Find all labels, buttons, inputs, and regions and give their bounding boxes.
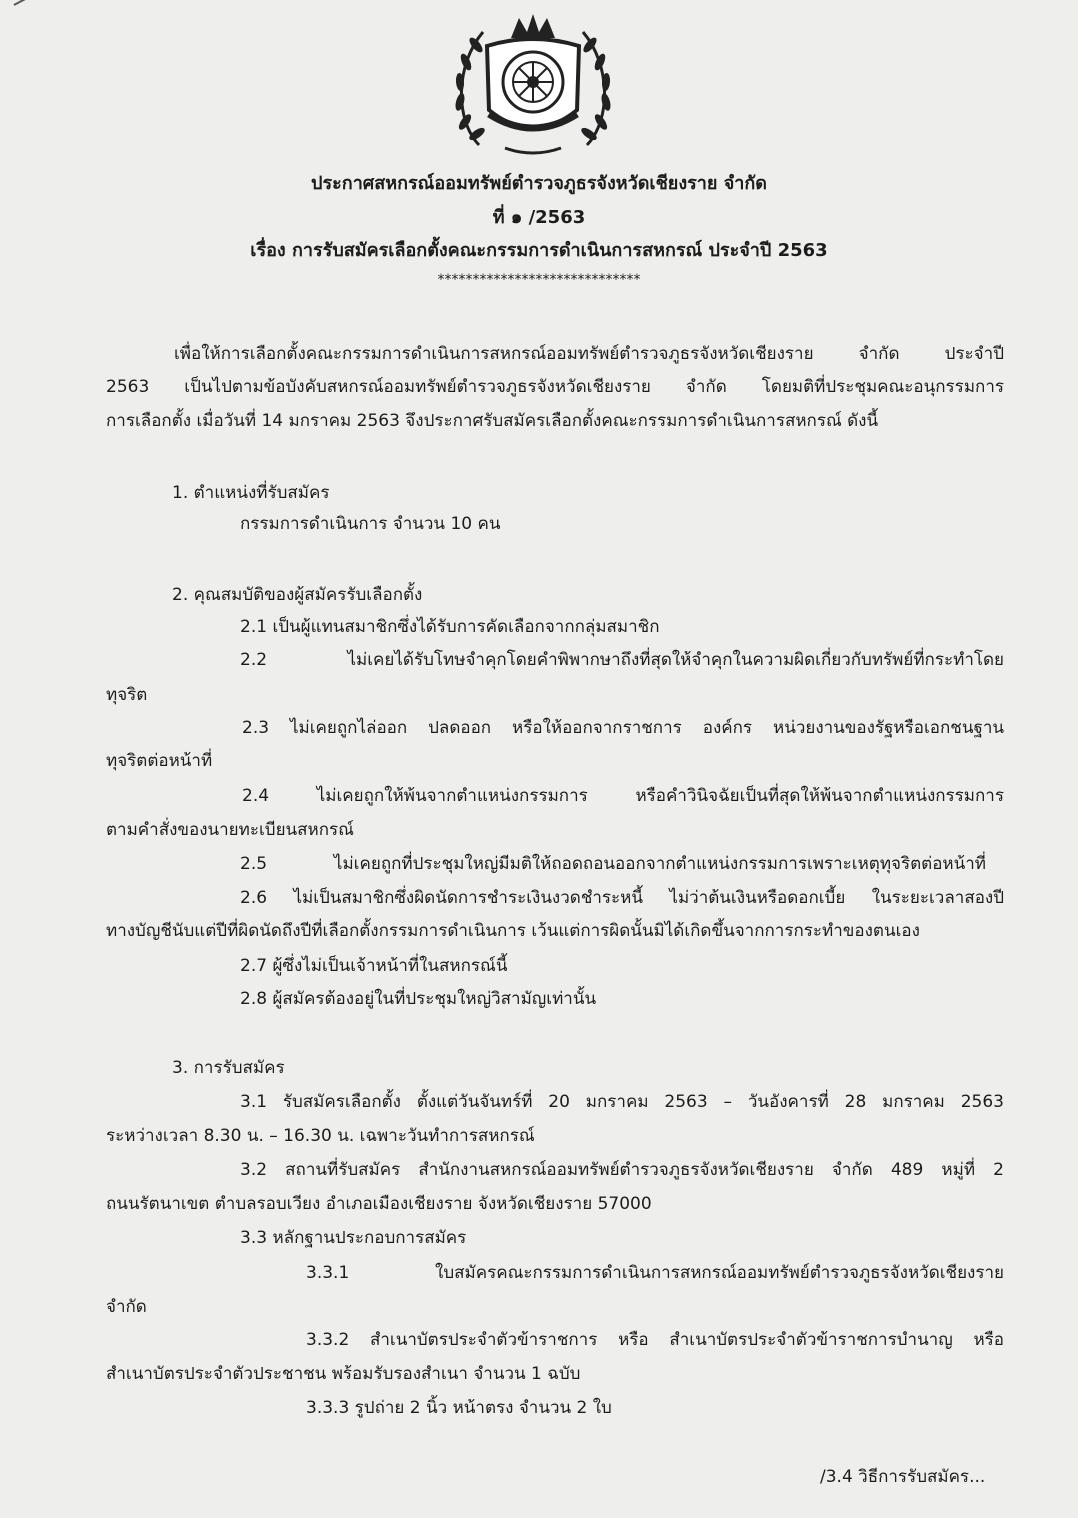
item-2-4-line-2: ตามคำสั่งของนายทะเบียนสหกรณ์ [106,820,354,840]
item-2-6-line-2: ทางบัญชีนับแต่ปีที่ผิดนัดถึงปีที่เลือกตั้งกรรมการดำเนินการ เว้นแต่การผิดนั้นมิได้เกิดขึ้นจากการกระทำของตนเอง [106,921,920,941]
item-2-3-line-1: 2.3 ไม่เคยถูกไล่ออก ปลดออก หรือให้ออกจากราชการ องค์กร หน่วยงานของรัฐหรือเอกชนฐาน [242,718,1004,738]
announcement-title: ประกาศสหกรณ์ออมทรัพย์ตำรวจภูธรจังหวัดเชียงราย จำกัด [311,173,767,194]
item-2-6-line-1: 2.6 ไม่เป็นสมาชิกซึ่งผิดนัดการชำระเงินงวดชำระหนี้ ไม่ว่าต้นเงินหรือดอกเบี้ย ในระยะเวลาสองปี [240,888,1004,908]
section-1-detail: กรรมการดำเนินการ จำนวน 10 คน [240,514,501,534]
item-2-5: 2.5 ไม่เคยถูกที่ประชุมใหญ่มีมติให้ถอดถอนออกจากตำแหน่งกรรมการเพราะเหตุทุจริตต่อหน้าที่ [240,854,986,874]
item-2-8: 2.8 ผู้สมัครต้องอยู่ในที่ประชุมใหญ่วิสามัญเท่านั้น [240,989,597,1009]
header-separator: ***************************** [437,272,641,288]
item-3-3: 3.3 หลักฐานประกอบการสมัคร [240,1228,467,1248]
item-3-3-1-line-1: 3.3.1 ใบสมัครคณะกรรมการดำเนินการสหกรณ์ออมทรัพย์ตำรวจภูธรจังหวัดเชียงราย [306,1263,1004,1283]
intro-line-2: 2563 เป็นไปตามข้อบังคับสหกรณ์ออมทรัพย์ตำรวจภูธรจังหวัดเชียงราย จำกัด โดยมติที่ประชุมคณะอนุกรรมการ [106,377,1004,397]
item-2-1: 2.1 เป็นผู้แทนสมาชิกซึ่งได้รับการคัดเลือกจากกลุ่มสมาชิก [240,617,660,637]
intro-line-3: การเลือกตั้ง เมื่อวันที่ 14 มกราคม 2563 จึงประกาศรับสมัครเลือกตั้งคณะกรรมการดำเนินการสหกรณ์ ดังนี้ [106,411,879,431]
item-3-3-2-line-2: สำเนาบัตรประจำตัวประชาชน พร้อมรับรองสำเนา จำนวน 1 ฉบับ [106,1364,581,1384]
item-2-7: 2.7 ผู้ซึ่งไม่เป็นเจ้าหน้าที่ในสหกรณ์นี้ [240,956,508,976]
item-3-2-line-2: ถนนรัตนาเขต ตำบลรอบเวียง อำเภอเมืองเชียงราย จังหวัดเชียงราย 57000 [106,1194,652,1214]
scan-pen-mark [14,0,56,6]
section-1-heading: 1. ตำแหน่งที่รับสมัคร [172,483,330,503]
item-3-3-1-line-2: จำกัด [106,1297,147,1317]
item-3-1-line-2: ระหว่างเวลา 8.30 น. – 16.30 น. เฉพาะวันทำการสหกรณ์ [106,1126,535,1146]
item-2-4-line-1: 2.4 ไม่เคยถูกให้พ้นจากตำแหน่งกรรมการ หรือคำวินิจฉัยเป็นที่สุดให้พ้นจากตำแหน่งกรรมการ [242,786,1004,806]
item-3-3-2-line-1: 3.3.2 สำเนาบัตรประจำตัวข้าราชการ หรือ สำเนาบัตรประจำตัวข้าราชการบำนาญ หรือ [306,1330,1004,1350]
item-3-1-line-1: 3.1 รับสมัครเลือกตั้ง ตั้งแต่วันจันทร์ที่ 20 มกราคม 2563 – วันอังคารที่ 28 มกราคม 2563 [240,1092,1004,1112]
announcement-subject: เรื่อง การรับสมัครเลือกตั้งคณะกรรมการดำเนินการสหกรณ์ ประจำปี 2563 [250,240,828,261]
section-2-heading: 2. คุณสมบัติของผู้สมัครรับเลือกตั้ง [172,585,423,605]
cooperative-seal-logo [449,10,617,160]
item-3-3-3: 3.3.3 รูปถ่าย 2 นิ้ว หน้าตรง จำนวน 2 ใบ [306,1398,612,1418]
section-3-heading: 3. การรับสมัคร [172,1058,285,1078]
announcement-number: ที่ ๑ /2563 [492,207,586,228]
item-2-2-line-2: ทุจริต [106,685,148,705]
item-3-2-line-1: 3.2 สถานที่รับสมัคร สำนักงานสหกรณ์ออมทรัพย์ตำรวจภูธรจังหวัดเชียงราย จำกัด 489 หมู่ที่ 2 [240,1160,1004,1180]
seal-emblem-icon [449,10,617,160]
item-2-2-line-1: 2.2 ไม่เคยได้รับโทษจำคุกโดยคำพิพากษาถึงที่สุดให้จำคุกในความผิดเกี่ยวกับทรัพย์ที่กระทำโดย [240,650,1004,670]
continuation-note: /3.4 วิธีการรับสมัคร... [820,1467,986,1487]
item-2-3-line-2: ทุจริตต่อหน้าที่ [106,751,213,771]
intro-line-1: เพื่อให้การเลือกตั้งคณะกรรมการดำเนินการสหกรณ์ออมทรัพย์ตำรวจภูธรจังหวัดเชียงราย จำกัด ประจำปี [174,344,1004,364]
